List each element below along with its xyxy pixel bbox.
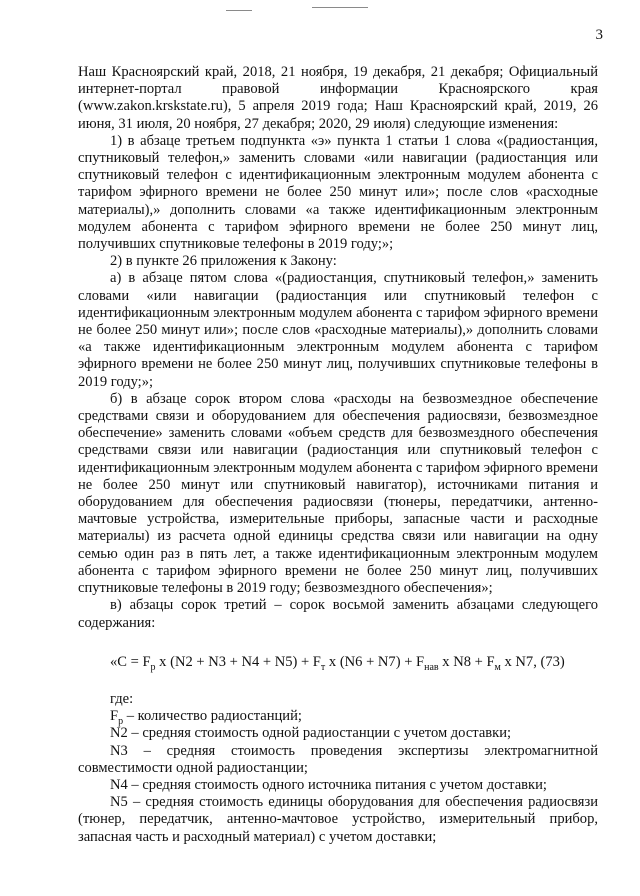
formula-subscript: нав: [424, 661, 439, 673]
definition-n4: N4 – средняя стоимость одного источника питания с учетом доставки;: [110, 776, 547, 793]
formula-subscript: т: [320, 661, 326, 673]
paragraph-item-2a: а) в абзаце пятом слова «(радиостанция, спутниковый телефон,» заменить словами «или навигации (радиостанция или спутниковый телефон с идентификационным электронным модулем абонента с тарифом эфирного времени не более 250 минут или»; после слов «расходные материалы),» дополнить словами «а также идентификационным электронным модулем абонента с тарифом эфирного времени не более 250 минут лиц, получивших спутниковые телефоны в 2019 году;»;: [78, 270, 598, 390]
formula-part: «C = F: [110, 653, 151, 670]
formula-part: x N7, (73): [500, 653, 565, 670]
definition-n5: N5 – средняя стоимость единицы оборудования для обеспечения радиосвязи (тюнер, передатчик, антенно-мачтовое устройство, измерительный прибор, запасная часть и расходный материал) с учетом доставки;: [78, 794, 598, 845]
where-label: где:: [110, 690, 134, 707]
formula-73: [78, 654, 598, 671]
paragraph-item-2: 2) в пункте 26 приложения к Закону:: [110, 253, 337, 270]
formula-part: x (N6 + N7) + F: [325, 653, 425, 670]
formula-subscript: м: [494, 661, 501, 673]
definition-fr: [78, 708, 598, 728]
formula-subscript: р: [150, 661, 156, 673]
paragraph-item-1: 1) в абзаце третьем подпункта «э» пункта 1 статьи 1 слова «(радиостанция, спутниковый телефон,» заменить словами «или навигации (радиостанция или спутниковый телефон с идентификационным электронным модулем абонента с тарифом эфирного времени не более 250 минут или»; после слов «расходные материалы),» дополнить словами «а также идентификационным электронным модулем абонента с тарифом эфирного времени не более 250 минут лиц, получивших спутниковые телефоны в 2019 году;»;: [78, 132, 598, 253]
formula-part: x (N2 + N3 + N4 + N5) + F: [155, 653, 321, 670]
definition-symbol: F: [110, 708, 119, 725]
paragraph-item-2b: б) в абзаце сорок втором слова «расходы на безвозмездное обеспечение средствами связи и оборудованием для обеспечения радиосвязи, безвозмездное обеспечение» заменить словами «объем средств для безвозмездного обеспечения средствами связи или навигации (радиостанция или спутниковый телефон с идентификационным электронным модулем абонента с тарифом эфирного времени не более 250 минут или спутниковый навигатор), источниками питания и оборудованием для обеспечения радиосвязи (тюнеры, передатчики, антенно-мачтовые устройства, измерительные приборы, запасные части и расходные материалы) из расчета одной единицы средства связи или навигации на одну семью один раз в пять лет, а также идентификационным электронным модулем абонента с тарифом эфирного времени не более 250 минут лиц, получивших спутниковые телефоны в 2019 году; безвозмездного обеспечения»;: [78, 390, 598, 597]
scan-artifact-line-right: [312, 7, 368, 8]
formula-part: x N8 + F: [438, 653, 495, 670]
document-body: [78, 64, 598, 846]
definition-n3: N3 – средняя стоимость проведения экспертизы электромагнитной совместимости одной радиостанции;: [78, 742, 598, 776]
scan-artifact-line-left: [226, 10, 252, 11]
definition-n2: N2 – средняя стоимость одной радиостанции с учетом доставки;: [110, 725, 512, 742]
page-number: 3: [595, 27, 603, 43]
definition-text: – количество радиостанций;: [123, 708, 302, 725]
paragraph-item-2c: в) абзацы сорок третий – сорок восьмой заменить абзацами следующего содержания:: [78, 597, 598, 631]
paragraph-intro: Наш Красноярский край, 2018, 21 ноября, 19 декабря, 21 декабря; Официальный интернет-портал правовой информации Красноярского края (www.zakon.krskstate.ru), 5 апреля 2019 года; Наш Красноярский край, 2019, 26 июня, 31 июля, 20 ноября, 27 декабря; 2020, 29 июля) следующие изменения:: [78, 64, 598, 132]
definition-subscript: р: [118, 716, 124, 728]
